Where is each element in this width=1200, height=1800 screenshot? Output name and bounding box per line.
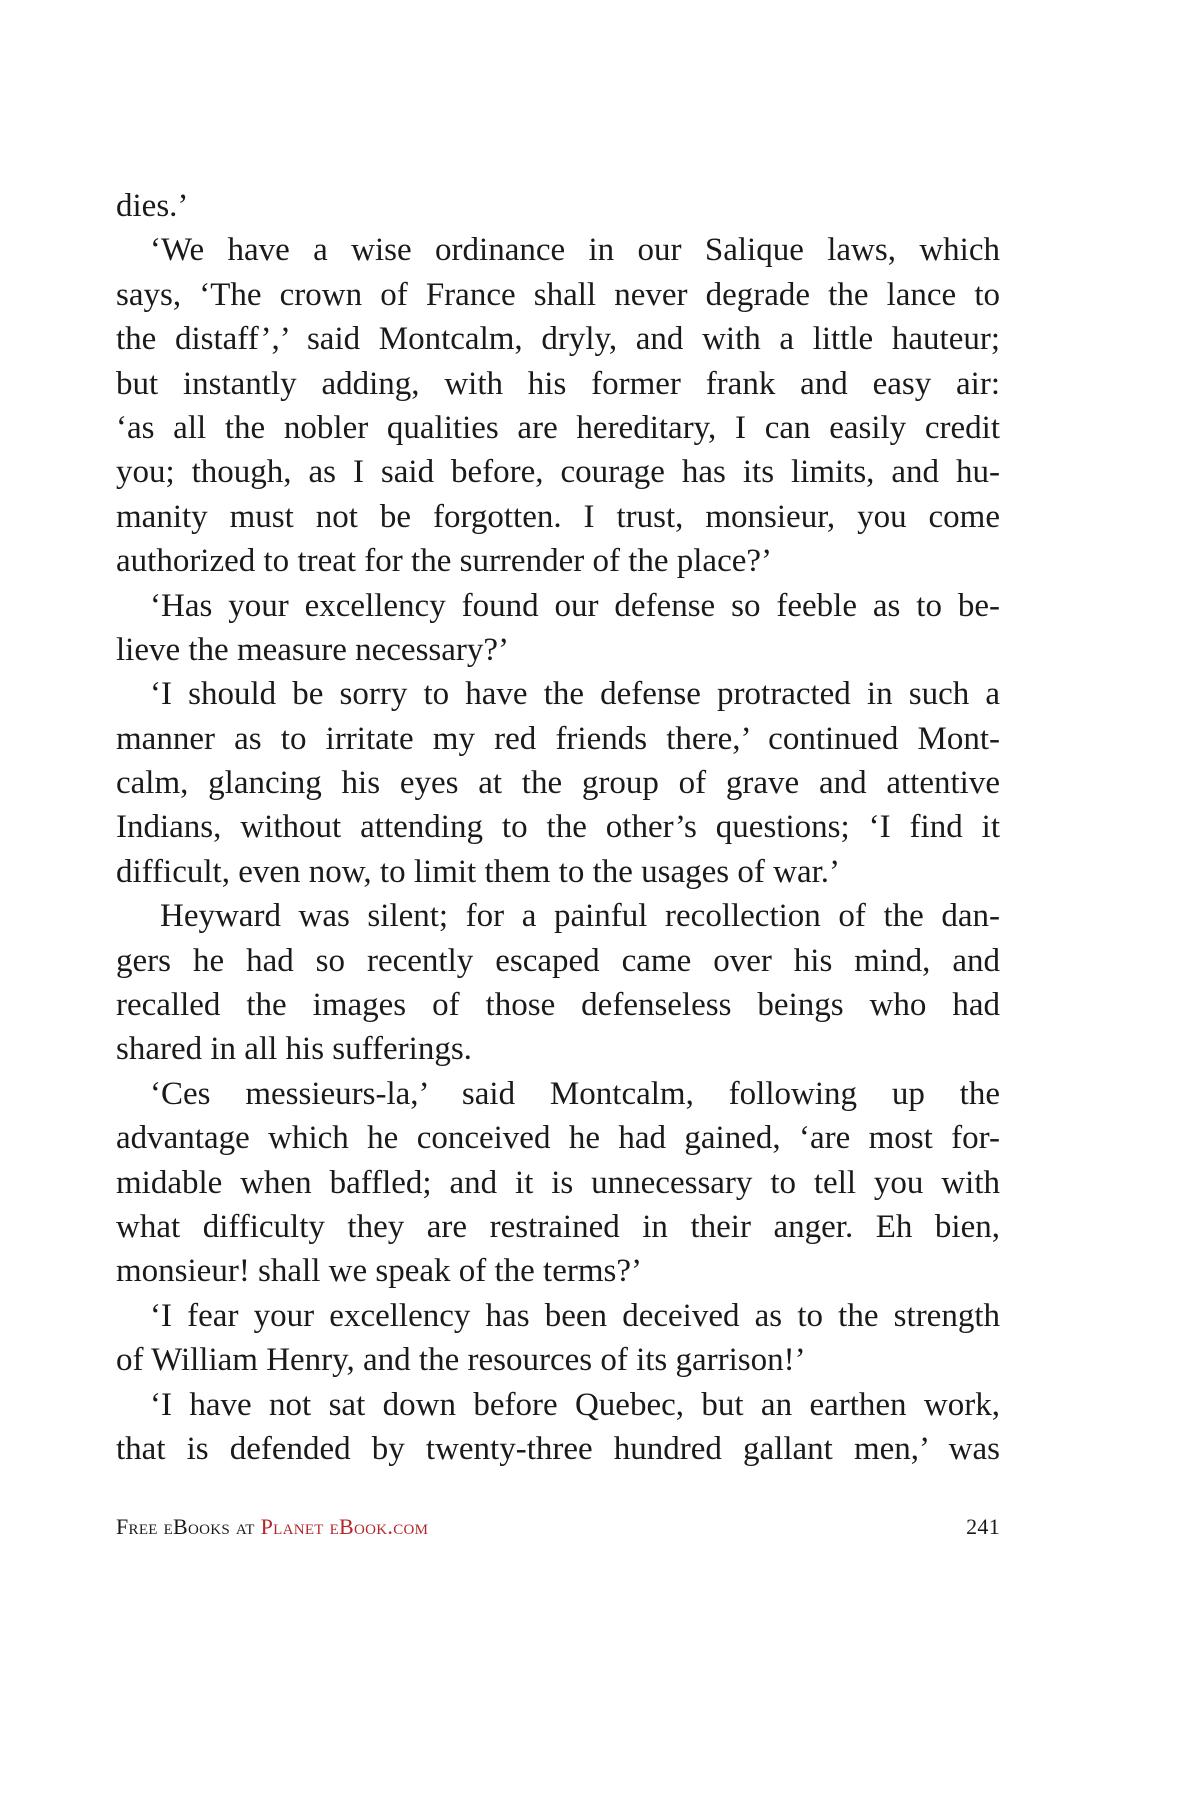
text-line: ‘I should be sorry to have the defense protracted in such a [150, 676, 1000, 713]
text-line: of William Henry, and the resources of its garrison!’ [116, 1342, 806, 1379]
text-line: recalled the images of those defenseless beings who had [116, 987, 1000, 1024]
footer-prefix: Free eBooks at [116, 1514, 261, 1539]
page-number: 241 [966, 1514, 1000, 1539]
footer-brand-link[interactable]: Planet eBook.com [260, 1514, 429, 1539]
text-line: dies.’ [116, 188, 189, 224]
text-line: manity must not be forgotten. I trust, monsieur, you come [116, 498, 1000, 535]
text-line: ‘Ces messieurs-la,’ said Montcalm, following up the [150, 1075, 1000, 1112]
text-line: ‘as all the nobler qualities are hereditary, I can easily credit [116, 409, 1000, 446]
footer-credit [116, 1514, 428, 1540]
book-page-body [116, 184, 1000, 1471]
page-footer [116, 1514, 1000, 1544]
text-line: what difficulty they are restrained in their anger. Eh bien, [116, 1208, 1000, 1245]
text-line: manner as to irritate my red friends there,’ continued Mont- [116, 720, 1000, 757]
text-line: lieve the measure necessary?’ [116, 631, 510, 668]
text-line: says, ‘The crown of France shall never degrade the lance to [116, 276, 1000, 313]
text-line: the distaff’,’ said Montcalm, dryly, and with a little hauteur; [116, 321, 1000, 358]
text-line: that is defended by twenty-three hundred gallant men,’ was [116, 1430, 1000, 1467]
text-line: Heyward was silent; for a painful recollection of the dan- [160, 898, 1000, 935]
text-line: ‘We have a wise ordinance in our Salique laws, which [150, 232, 1000, 269]
text-line: difficult, even now, to limit them to the usages of war.’ [116, 853, 841, 890]
text-line: calm, glancing his eyes at the group of grave and attentive [116, 765, 1000, 802]
text-line: ‘I fear your excellency has been deceived as to the strength [150, 1297, 1000, 1334]
text-line: but instantly adding, with his former frank and easy air: [116, 365, 1000, 402]
text-line: ‘I have not sat down before Quebec, but an earthen work, [150, 1386, 1000, 1423]
text-line: gers he had so recently escaped came over his mind, and [116, 942, 1000, 979]
text-line: midable when baffled; and it is unnecessary to tell you with [116, 1164, 1000, 1201]
text-line: Indians, without attending to the other’s questions; ‘I find it [116, 809, 1000, 846]
text-line: authorized to treat for the surrender of the place?’ [116, 543, 773, 580]
text-line: shared in all his sufferings. [116, 1031, 472, 1068]
text-line: you; though, as I said before, courage has its limits, and hu- [116, 454, 1000, 491]
text-line: ‘Has your excellency found our defense so feeble as to be- [150, 587, 1000, 624]
text-line: advantage which he conceived he had gained, ‘are most for- [116, 1120, 1000, 1157]
text-line: monsieur! shall we speak of the terms?’ [116, 1253, 643, 1290]
